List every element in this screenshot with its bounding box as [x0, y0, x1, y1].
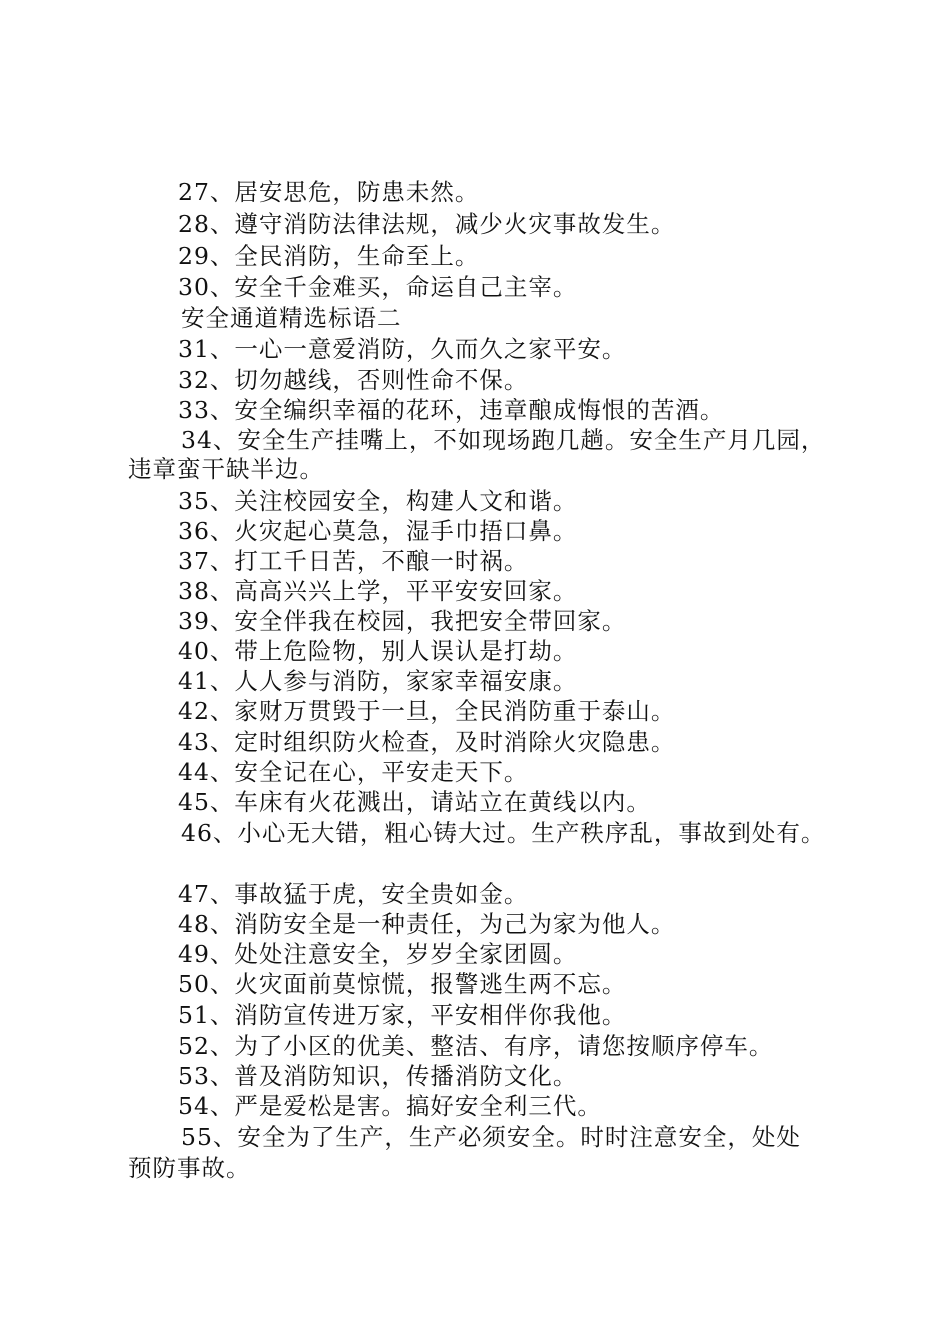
slogan-29: 29、全民消防，生命至上。: [178, 242, 480, 270]
slogan-41: 41、人人参与消防，家家幸福安康。: [178, 667, 578, 695]
slogan-38: 38、高高兴兴上学，平平安安回家。: [178, 577, 578, 605]
slogan-55-continued: 预防事故。: [128, 1154, 251, 1182]
slogan-51: 51、消防宣传进万家，平安相伴你我他。: [178, 1001, 627, 1029]
section-heading: 安全通道精选标语二: [181, 304, 402, 332]
slogan-47: 47、事故猛于虎，安全贵如金。: [178, 880, 529, 908]
slogan-40: 40、带上危险物，别人误认是打劫。: [178, 637, 578, 665]
slogan-30: 30、安全千金难买，命运自己主宰。: [178, 273, 578, 301]
slogan-53: 53、普及消防知识，传播消防文化。: [178, 1062, 578, 1090]
slogan-39: 39、安全伴我在校园，我把安全带回家。: [178, 607, 627, 635]
slogan-52: 52、为了小区的优美、整洁、有序，请您按顺序停车。: [178, 1032, 774, 1060]
slogan-44: 44、安全记在心，平安走天下。: [178, 758, 529, 786]
slogan-45: 45、车床有火花溅出，请站立在黄线以内。: [178, 788, 651, 816]
slogan-34: 34、安全生产挂嘴上，不如现场跑几趟。安全生产月几园，: [181, 426, 826, 454]
slogan-42: 42、家财万贯毁于一旦，全民消防重于泰山。: [178, 697, 676, 725]
slogan-27: 27、居安思危，防患未然。: [178, 178, 480, 206]
slogan-55: 55、安全为了生产，生产必须安全。时时注意安全，处处: [181, 1123, 801, 1151]
slogan-28: 28、遵守消防法律法规，减少火灾事故发生。: [178, 210, 676, 238]
slogan-37: 37、打工千日苦，不酿一时祸。: [178, 547, 529, 575]
slogan-54: 54、严是爱松是害。搞好安全利三代。: [178, 1092, 602, 1120]
slogan-35: 35、关注校园安全，构建人文和谐。: [178, 487, 578, 515]
slogan-33: 33、安全编织幸福的花环，违章酿成悔恨的苦酒。: [178, 396, 725, 424]
slogan-31: 31、一心一意爱消防，久而久之家平安。: [178, 335, 627, 363]
slogan-48: 48、消防安全是一种责任，为己为家为他人。: [178, 910, 676, 938]
slogan-32: 32、切勿越线，否则性命不保。: [178, 366, 529, 394]
slogan-43: 43、定时组织防火检查，及时消除火灾隐患。: [178, 728, 676, 756]
slogan-50: 50、火灾面前莫惊慌，报警逃生两不忘。: [178, 970, 627, 998]
slogan-46: 46、小心无大错，粗心铸大过。生产秩序乱，事故到处有。: [181, 819, 826, 847]
slogan-36: 36、火灾起心莫急，湿手巾捂口鼻。: [178, 517, 578, 545]
slogan-49: 49、处处注意安全，岁岁全家团圆。: [178, 940, 578, 968]
slogan-34-continued: 违章蛮干缺半边。: [128, 455, 324, 483]
